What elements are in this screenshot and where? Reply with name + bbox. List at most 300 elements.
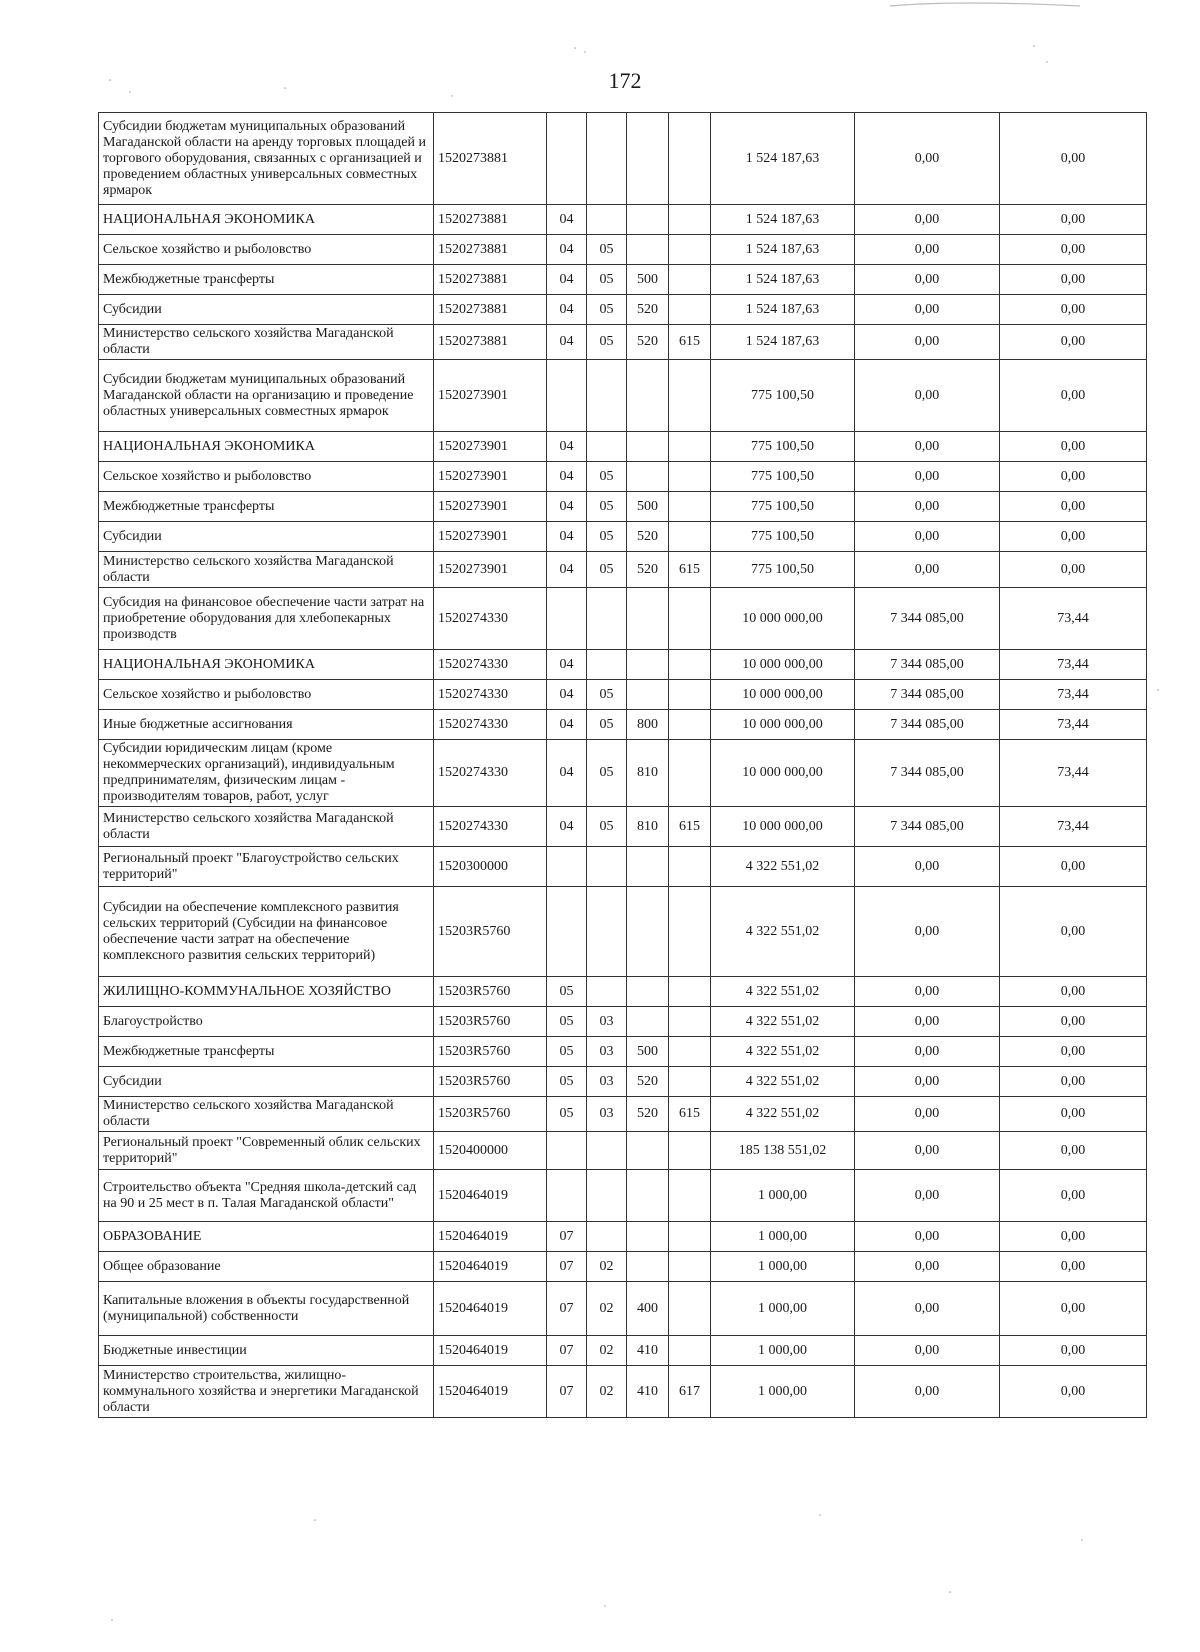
- row-execution-percent: 73,44: [1000, 588, 1147, 650]
- row-code: 1520273881: [434, 113, 547, 205]
- row-code: 1520464019: [434, 1282, 547, 1336]
- row-execution-percent: 73,44: [1000, 710, 1147, 740]
- row-section: 04: [547, 462, 587, 492]
- row-admin-code: [669, 432, 711, 462]
- row-executed-amount: 0,00: [855, 462, 1000, 492]
- row-executed-amount: 0,00: [855, 295, 1000, 325]
- row-name: Субсидии: [99, 522, 434, 552]
- row-execution-percent: 0,00: [1000, 360, 1147, 432]
- row-execution-percent: 0,00: [1000, 1097, 1147, 1132]
- row-subsection: 05: [587, 740, 627, 807]
- row-name: Субсидии бюджетам муниципальных образований Магаданской области на аренду торговых площадей и торгового оборудования, связанных с организацией и проведением областных универсальных совместных ярмарок: [99, 113, 434, 205]
- row-admin-code: [669, 1007, 711, 1037]
- row-section: 05: [547, 1007, 587, 1037]
- row-subsection: 05: [587, 325, 627, 360]
- row-name: Бюджетные инвестиции: [99, 1336, 434, 1366]
- row-executed-amount: 0,00: [855, 1252, 1000, 1282]
- table-row: [99, 1007, 1147, 1037]
- row-code: 1520274330: [434, 740, 547, 807]
- row-admin-code: [669, 265, 711, 295]
- row-section: 04: [547, 265, 587, 295]
- row-planned-amount: 4 322 551,02: [711, 1007, 855, 1037]
- row-code: 15203R5760: [434, 1067, 547, 1097]
- row-name: Субсидии: [99, 295, 434, 325]
- row-execution-percent: 73,44: [1000, 740, 1147, 807]
- row-name: Министерство сельского хозяйства Магаданской области: [99, 1097, 434, 1132]
- row-expense-type: [627, 462, 669, 492]
- row-code: 1520273881: [434, 325, 547, 360]
- row-admin-code: [669, 1067, 711, 1097]
- row-code: 1520273881: [434, 265, 547, 295]
- row-code: 1520464019: [434, 1170, 547, 1222]
- row-execution-percent: 0,00: [1000, 1222, 1147, 1252]
- row-expense-type: [627, 360, 669, 432]
- row-section: 04: [547, 807, 587, 847]
- row-name: НАЦИОНАЛЬНАЯ ЭКОНОМИКА: [99, 650, 434, 680]
- row-execution-percent: 0,00: [1000, 1067, 1147, 1097]
- row-expense-type: [627, 650, 669, 680]
- row-planned-amount: 775 100,50: [711, 360, 855, 432]
- table-row: [99, 847, 1147, 887]
- row-section: 07: [547, 1282, 587, 1336]
- row-admin-code: [669, 492, 711, 522]
- row-expense-type: [627, 977, 669, 1007]
- row-name: Межбюджетные трансферты: [99, 265, 434, 295]
- row-name: НАЦИОНАЛЬНАЯ ЭКОНОМИКА: [99, 205, 434, 235]
- row-section: 04: [547, 650, 587, 680]
- row-planned-amount: 1 524 187,63: [711, 325, 855, 360]
- row-admin-code: [669, 1252, 711, 1282]
- row-code: 1520464019: [434, 1336, 547, 1366]
- row-admin-code: [669, 588, 711, 650]
- row-section: 05: [547, 1067, 587, 1097]
- row-subsection: [587, 588, 627, 650]
- table-row: [99, 552, 1147, 588]
- row-code: 1520300000: [434, 847, 547, 887]
- row-executed-amount: 0,00: [855, 977, 1000, 1007]
- row-subsection: 05: [587, 492, 627, 522]
- row-subsection: [587, 432, 627, 462]
- row-code: 1520273881: [434, 295, 547, 325]
- row-planned-amount: 1 524 187,63: [711, 113, 855, 205]
- row-execution-percent: 0,00: [1000, 1282, 1147, 1336]
- row-section: 04: [547, 295, 587, 325]
- row-executed-amount: 0,00: [855, 1222, 1000, 1252]
- row-execution-percent: 0,00: [1000, 235, 1147, 265]
- table-row: [99, 295, 1147, 325]
- row-planned-amount: 10 000 000,00: [711, 710, 855, 740]
- row-section: 04: [547, 740, 587, 807]
- row-planned-amount: 10 000 000,00: [711, 680, 855, 710]
- row-subsection: 03: [587, 1097, 627, 1132]
- row-name: Капитальные вложения в объекты государственной (муниципальной) собственности: [99, 1282, 434, 1336]
- row-section: 05: [547, 1097, 587, 1132]
- row-expense-type: [627, 1252, 669, 1282]
- row-admin-code: 615: [669, 552, 711, 588]
- row-expense-type: [627, 680, 669, 710]
- row-subsection: [587, 360, 627, 432]
- row-section: 04: [547, 680, 587, 710]
- row-execution-percent: 0,00: [1000, 113, 1147, 205]
- edge-mark: [890, 3, 1080, 6]
- row-code: 15203R5760: [434, 977, 547, 1007]
- row-subsection: 05: [587, 235, 627, 265]
- row-executed-amount: 0,00: [855, 360, 1000, 432]
- row-execution-percent: 0,00: [1000, 1037, 1147, 1067]
- table-row: [99, 710, 1147, 740]
- row-name: Сельское хозяйство и рыболовство: [99, 680, 434, 710]
- row-expense-type: 520: [627, 552, 669, 588]
- table-row: [99, 1170, 1147, 1222]
- row-planned-amount: 1 524 187,63: [711, 295, 855, 325]
- row-expense-type: 500: [627, 265, 669, 295]
- row-code: 1520273901: [434, 432, 547, 462]
- row-expense-type: [627, 847, 669, 887]
- row-expense-type: 800: [627, 710, 669, 740]
- row-admin-code: [669, 847, 711, 887]
- row-executed-amount: 0,00: [855, 1007, 1000, 1037]
- table-row: [99, 1132, 1147, 1170]
- row-admin-code: [669, 1037, 711, 1067]
- row-expense-type: [627, 1222, 669, 1252]
- row-code: 1520274330: [434, 650, 547, 680]
- row-admin-code: [669, 680, 711, 710]
- row-execution-percent: 0,00: [1000, 325, 1147, 360]
- row-name: ЖИЛИЩНО-КОММУНАЛЬНОЕ ХОЗЯЙСТВО: [99, 977, 434, 1007]
- row-code: 1520273901: [434, 492, 547, 522]
- row-admin-code: 615: [669, 1097, 711, 1132]
- row-section: 07: [547, 1366, 587, 1418]
- row-section: 04: [547, 552, 587, 588]
- table-row: [99, 1097, 1147, 1132]
- row-execution-percent: 73,44: [1000, 650, 1147, 680]
- row-execution-percent: 0,00: [1000, 1366, 1147, 1418]
- row-subsection: [587, 887, 627, 977]
- row-subsection: 02: [587, 1366, 627, 1418]
- row-name: Иные бюджетные ассигнования: [99, 710, 434, 740]
- table-row: [99, 680, 1147, 710]
- row-execution-percent: 73,44: [1000, 680, 1147, 710]
- row-planned-amount: 10 000 000,00: [711, 588, 855, 650]
- row-subsection: [587, 113, 627, 205]
- row-name: Региональный проект "Благоустройство сельских территорий": [99, 847, 434, 887]
- row-code: 1520273881: [434, 235, 547, 265]
- row-admin-code: [669, 1170, 711, 1222]
- row-expense-type: [627, 887, 669, 977]
- row-planned-amount: 4 322 551,02: [711, 847, 855, 887]
- table-row: [99, 113, 1147, 205]
- row-planned-amount: 1 000,00: [711, 1282, 855, 1336]
- row-subsection: [587, 650, 627, 680]
- row-admin-code: [669, 1222, 711, 1252]
- row-subsection: [587, 1222, 627, 1252]
- row-section: 04: [547, 235, 587, 265]
- row-expense-type: [627, 1132, 669, 1170]
- row-execution-percent: 0,00: [1000, 432, 1147, 462]
- row-code: 15203R5760: [434, 1037, 547, 1067]
- row-subsection: 03: [587, 1067, 627, 1097]
- table-row: [99, 650, 1147, 680]
- row-admin-code: [669, 1282, 711, 1336]
- row-admin-code: [669, 113, 711, 205]
- row-name: Сельское хозяйство и рыболовство: [99, 462, 434, 492]
- table-row: [99, 977, 1147, 1007]
- row-planned-amount: 1 000,00: [711, 1336, 855, 1366]
- row-expense-type: [627, 1170, 669, 1222]
- row-execution-percent: 0,00: [1000, 1170, 1147, 1222]
- row-expense-type: [627, 235, 669, 265]
- row-execution-percent: 0,00: [1000, 295, 1147, 325]
- row-planned-amount: 1 000,00: [711, 1366, 855, 1418]
- row-expense-type: 520: [627, 295, 669, 325]
- row-section: 07: [547, 1252, 587, 1282]
- row-executed-amount: 0,00: [855, 887, 1000, 977]
- row-planned-amount: 1 000,00: [711, 1252, 855, 1282]
- row-executed-amount: 0,00: [855, 1132, 1000, 1170]
- row-planned-amount: 4 322 551,02: [711, 977, 855, 1007]
- row-expense-type: [627, 205, 669, 235]
- row-section: [547, 847, 587, 887]
- table-row: [99, 1067, 1147, 1097]
- row-planned-amount: 4 322 551,02: [711, 1097, 855, 1132]
- row-executed-amount: 7 344 085,00: [855, 680, 1000, 710]
- row-execution-percent: 0,00: [1000, 977, 1147, 1007]
- table-row: [99, 325, 1147, 360]
- row-planned-amount: 775 100,50: [711, 462, 855, 492]
- row-executed-amount: 7 344 085,00: [855, 650, 1000, 680]
- row-name: Региональный проект "Современный облик сельских территорий": [99, 1132, 434, 1170]
- row-subsection: 05: [587, 680, 627, 710]
- table-row: [99, 1252, 1147, 1282]
- row-subsection: [587, 1170, 627, 1222]
- row-execution-percent: 0,00: [1000, 887, 1147, 977]
- row-section: [547, 588, 587, 650]
- row-execution-percent: 0,00: [1000, 462, 1147, 492]
- row-admin-code: [669, 887, 711, 977]
- row-executed-amount: 0,00: [855, 1067, 1000, 1097]
- row-planned-amount: 185 138 551,02: [711, 1132, 855, 1170]
- row-section: 05: [547, 977, 587, 1007]
- row-name: Сельское хозяйство и рыболовство: [99, 235, 434, 265]
- row-executed-amount: 0,00: [855, 1282, 1000, 1336]
- row-planned-amount: 10 000 000,00: [711, 807, 855, 847]
- row-executed-amount: 0,00: [855, 113, 1000, 205]
- row-execution-percent: 0,00: [1000, 1336, 1147, 1366]
- row-name: Благоустройство: [99, 1007, 434, 1037]
- row-name: Строительство объекта "Средняя школа-детский сад на 90 и 25 мест в п. Талая Магаданской области": [99, 1170, 434, 1222]
- row-section: [547, 113, 587, 205]
- row-admin-code: [669, 1132, 711, 1170]
- row-expense-type: 810: [627, 740, 669, 807]
- row-section: 04: [547, 710, 587, 740]
- row-executed-amount: 0,00: [855, 325, 1000, 360]
- row-section: [547, 360, 587, 432]
- row-planned-amount: 775 100,50: [711, 432, 855, 462]
- table-row: [99, 1222, 1147, 1252]
- row-subsection: 05: [587, 295, 627, 325]
- row-admin-code: [669, 1336, 711, 1366]
- row-executed-amount: 0,00: [855, 522, 1000, 552]
- row-expense-type: 410: [627, 1366, 669, 1418]
- row-executed-amount: 0,00: [855, 552, 1000, 588]
- row-admin-code: [669, 650, 711, 680]
- row-subsection: 02: [587, 1336, 627, 1366]
- row-admin-code: 617: [669, 1366, 711, 1418]
- row-expense-type: 520: [627, 1067, 669, 1097]
- row-execution-percent: 0,00: [1000, 552, 1147, 588]
- table-row: [99, 740, 1147, 807]
- row-admin-code: [669, 740, 711, 807]
- row-name: Субсидии юридическим лицам (кроме некоммерческих организаций), индивидуальным предпринимателям, физическим лицам - производителям товаров, работ, услуг: [99, 740, 434, 807]
- row-executed-amount: 0,00: [855, 1170, 1000, 1222]
- row-expense-type: [627, 1007, 669, 1037]
- row-admin-code: [669, 977, 711, 1007]
- table-row: [99, 1037, 1147, 1067]
- row-admin-code: [669, 205, 711, 235]
- row-executed-amount: 0,00: [855, 432, 1000, 462]
- row-code: 15203R5760: [434, 1097, 547, 1132]
- row-admin-code: [669, 360, 711, 432]
- row-expense-type: 410: [627, 1336, 669, 1366]
- row-admin-code: 615: [669, 325, 711, 360]
- row-execution-percent: 0,00: [1000, 847, 1147, 887]
- row-executed-amount: 0,00: [855, 1037, 1000, 1067]
- row-section: 07: [547, 1336, 587, 1366]
- row-subsection: [587, 205, 627, 235]
- row-subsection: 05: [587, 807, 627, 847]
- table-row: [99, 522, 1147, 552]
- row-code: 1520400000: [434, 1132, 547, 1170]
- row-code: 15203R5760: [434, 887, 547, 977]
- row-section: 04: [547, 492, 587, 522]
- row-expense-type: [627, 113, 669, 205]
- row-code: 1520464019: [434, 1366, 547, 1418]
- row-code: 1520273901: [434, 522, 547, 552]
- row-name: Межбюджетные трансферты: [99, 1037, 434, 1067]
- row-section: 04: [547, 522, 587, 552]
- row-expense-type: 400: [627, 1282, 669, 1336]
- row-expense-type: 500: [627, 1037, 669, 1067]
- row-code: 1520273901: [434, 552, 547, 588]
- row-executed-amount: 7 344 085,00: [855, 807, 1000, 847]
- budget-table: [98, 112, 1147, 1418]
- row-name: Субсидия на финансовое обеспечение части затрат на приобретение оборудования для хлебопекарных производств: [99, 588, 434, 650]
- row-subsection: 03: [587, 1037, 627, 1067]
- row-code: 1520274330: [434, 588, 547, 650]
- row-executed-amount: 0,00: [855, 1097, 1000, 1132]
- row-name: НАЦИОНАЛЬНАЯ ЭКОНОМИКА: [99, 432, 434, 462]
- row-planned-amount: 10 000 000,00: [711, 740, 855, 807]
- row-subsection: 05: [587, 522, 627, 552]
- row-section: 04: [547, 325, 587, 360]
- row-planned-amount: 775 100,50: [711, 552, 855, 588]
- row-code: 1520274330: [434, 710, 547, 740]
- row-name: Межбюджетные трансферты: [99, 492, 434, 522]
- row-code: 1520273901: [434, 360, 547, 432]
- row-planned-amount: 775 100,50: [711, 492, 855, 522]
- row-execution-percent: 0,00: [1000, 1252, 1147, 1282]
- row-executed-amount: 0,00: [855, 1366, 1000, 1418]
- row-planned-amount: 4 322 551,02: [711, 1037, 855, 1067]
- row-subsection: [587, 847, 627, 887]
- row-executed-amount: 0,00: [855, 847, 1000, 887]
- table-row: [99, 360, 1147, 432]
- row-expense-type: 520: [627, 325, 669, 360]
- row-subsection: 02: [587, 1252, 627, 1282]
- row-admin-code: 615: [669, 807, 711, 847]
- table-row: [99, 588, 1147, 650]
- row-name: Субсидии на обеспечение комплексного развития сельских территорий (Субсидии на финансовое обеспечение части затрат на обеспечение комплексного развития сельских территорий): [99, 887, 434, 977]
- row-code: 15203R5760: [434, 1007, 547, 1037]
- table-row: [99, 807, 1147, 847]
- row-name: Министерство сельского хозяйства Магаданской области: [99, 807, 434, 847]
- row-execution-percent: 0,00: [1000, 492, 1147, 522]
- row-execution-percent: 0,00: [1000, 1132, 1147, 1170]
- row-section: [547, 887, 587, 977]
- row-planned-amount: 4 322 551,02: [711, 1067, 855, 1097]
- row-name: Министерство сельского хозяйства Магаданской области: [99, 325, 434, 360]
- row-section: [547, 1170, 587, 1222]
- row-name: Субсидии: [99, 1067, 434, 1097]
- row-expense-type: 810: [627, 807, 669, 847]
- row-planned-amount: 1 524 187,63: [711, 205, 855, 235]
- row-admin-code: [669, 710, 711, 740]
- row-expense-type: 500: [627, 492, 669, 522]
- row-execution-percent: 0,00: [1000, 205, 1147, 235]
- row-subsection: [587, 977, 627, 1007]
- row-section: [547, 1132, 587, 1170]
- row-planned-amount: 1 000,00: [711, 1222, 855, 1252]
- table-row: [99, 205, 1147, 235]
- row-subsection: 02: [587, 1282, 627, 1336]
- row-name: Министерство строительства, жилищно-коммунального хозяйства и энергетики Магаданской области: [99, 1366, 434, 1418]
- row-executed-amount: 7 344 085,00: [855, 588, 1000, 650]
- table-row: [99, 887, 1147, 977]
- row-name: Министерство сельского хозяйства Магаданской области: [99, 552, 434, 588]
- row-expense-type: [627, 588, 669, 650]
- table-row: [99, 1366, 1147, 1418]
- row-code: 1520464019: [434, 1222, 547, 1252]
- row-section: 05: [547, 1037, 587, 1067]
- row-subsection: 05: [587, 552, 627, 588]
- row-planned-amount: 4 322 551,02: [711, 887, 855, 977]
- row-name: ОБРАЗОВАНИЕ: [99, 1222, 434, 1252]
- row-code: 1520273881: [434, 205, 547, 235]
- row-expense-type: 520: [627, 1097, 669, 1132]
- row-section: 07: [547, 1222, 587, 1252]
- row-subsection: 05: [587, 462, 627, 492]
- row-planned-amount: 1 524 187,63: [711, 235, 855, 265]
- row-executed-amount: 0,00: [855, 205, 1000, 235]
- row-code: 1520464019: [434, 1252, 547, 1282]
- row-executed-amount: 7 344 085,00: [855, 710, 1000, 740]
- row-execution-percent: 0,00: [1000, 1007, 1147, 1037]
- row-section: 04: [547, 205, 587, 235]
- row-subsection: 05: [587, 265, 627, 295]
- row-code: 1520273901: [434, 462, 547, 492]
- table-row: [99, 462, 1147, 492]
- page-number: 172: [608, 68, 642, 93]
- row-expense-type: [627, 432, 669, 462]
- row-planned-amount: 1 524 187,63: [711, 265, 855, 295]
- row-admin-code: [669, 295, 711, 325]
- row-planned-amount: 1 000,00: [711, 1170, 855, 1222]
- row-section: 04: [547, 432, 587, 462]
- row-subsection: 03: [587, 1007, 627, 1037]
- row-execution-percent: 0,00: [1000, 522, 1147, 552]
- row-name: Субсидии бюджетам муниципальных образований Магаданской области на организацию и проведение областных универсальных совместных ярмарок: [99, 360, 434, 432]
- row-executed-amount: 7 344 085,00: [855, 740, 1000, 807]
